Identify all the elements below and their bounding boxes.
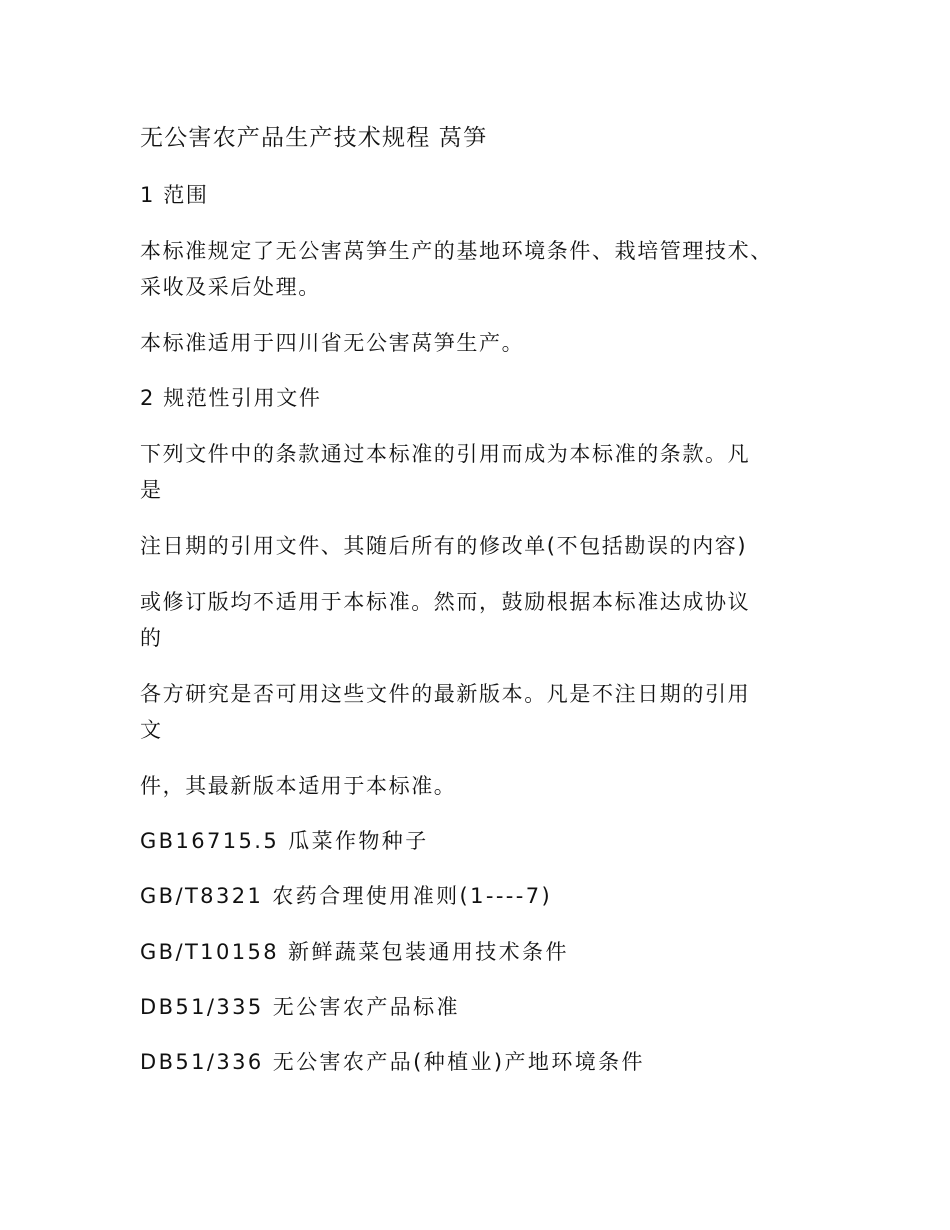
paragraph-line-wrap: 是 bbox=[140, 478, 163, 502]
section-heading-normative-references: 2 规范性引用文件 bbox=[140, 386, 322, 410]
reference-item: GB/T10158 新鲜蔬菜包装通用技术条件 bbox=[140, 940, 569, 964]
paragraph-line: 注日期的引用文件、其随后所有的修改单(不包括勘误的内容) bbox=[140, 534, 748, 558]
paragraph-line: 本标准规定了无公害莴笋生产的基地环境条件、栽培管理技术、 bbox=[140, 239, 773, 263]
paragraph-line-wrap: 文 bbox=[140, 718, 163, 742]
paragraph-line: 采收及采后处理。 bbox=[140, 275, 321, 299]
section-heading-scope: 1 范围 bbox=[140, 183, 209, 207]
paragraph-line: 下列文件中的条款通过本标准的引用而成为本标准的条款。凡 bbox=[140, 442, 751, 466]
paragraph-line: 或修订版均不适用于本标准。然而，鼓励根据本标准达成协议 bbox=[140, 590, 751, 614]
paragraph-line: 件，其最新版本适用于本标准。 bbox=[140, 774, 457, 798]
reference-item: GB16715.5 瓜菜作物种子 bbox=[140, 829, 429, 853]
reference-item: DB51/335 无公害农产品标准 bbox=[140, 995, 460, 1019]
reference-item: DB51/336 无公害农产品(种植业)产地环境条件 bbox=[140, 1050, 645, 1074]
reference-item: GB/T8321 农药合理使用准则(1----7) bbox=[140, 884, 553, 908]
document-title: 无公害农产品生产技术规程 莴笋 bbox=[140, 125, 488, 151]
paragraph-line-wrap: 的 bbox=[140, 626, 163, 650]
paragraph-line: 各方研究是否可用这些文件的最新版本。凡是不注日期的引用 bbox=[140, 682, 751, 706]
paragraph-line: 本标准适用于四川省无公害莴笋生产。 bbox=[140, 331, 525, 355]
